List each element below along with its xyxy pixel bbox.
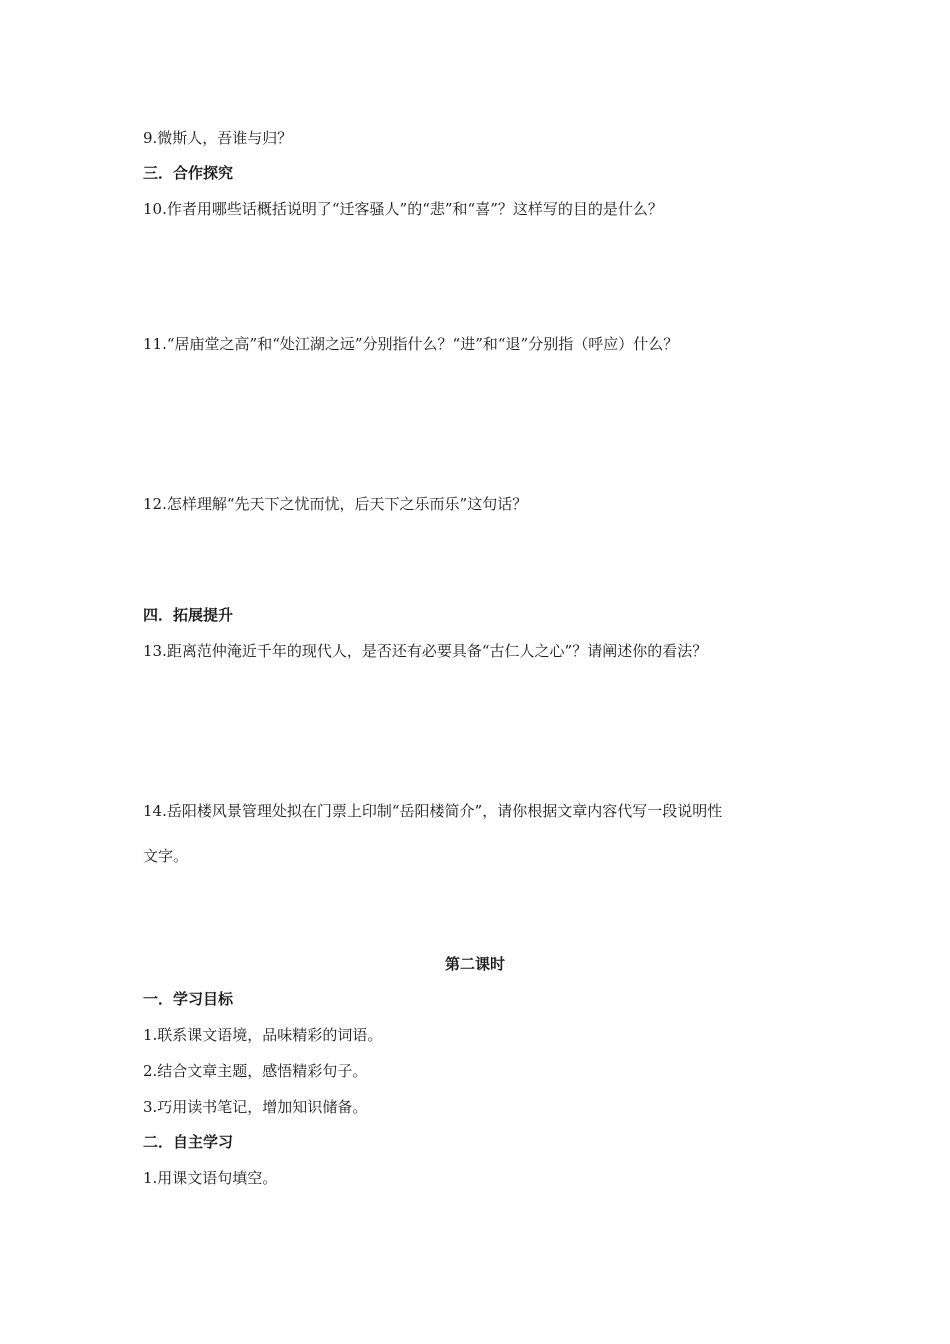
question-13: 13.距离范仲淹近千年的现代人，是否还有必要具备“古仁人之心”？请阐述你的看法？ — [143, 642, 708, 660]
question-14-line-1: 14.岳阳楼风景管理处拟在门票上印制“岳阳楼简介”，请你根据文章内容代写一段说明性 — [143, 802, 723, 820]
learning-goal-1: 1.联系课文语境，品味精彩的词语。 — [143, 1026, 383, 1044]
learning-goal-2: 2.结合文章主题，感悟精彩句子。 — [143, 1062, 368, 1080]
section-heading-self-study: 二．自主学习 — [143, 1133, 234, 1151]
section-heading-extension: 四．拓展提升 — [143, 606, 234, 624]
question-9: 9.微斯人，吾谁与归？ — [143, 129, 293, 147]
self-study-task-1: 1.用课文语句填空。 — [143, 1169, 278, 1187]
lesson-title: 第二课时 — [444, 955, 505, 973]
learning-goal-3: 3.巧用读书笔记，增加知识储备。 — [143, 1098, 368, 1116]
section-heading-cooperative-inquiry: 三．合作探究 — [143, 164, 234, 182]
question-14-line-2: 文字。 — [143, 847, 189, 865]
question-10: 10.作者用哪些话概括说明了“迁客骚人”的“悲”和“喜”？这样写的目的是什么？ — [143, 200, 663, 218]
question-12: 12.怎样理解“先天下之忧而忧，后天下之乐而乐”这句话？ — [143, 495, 528, 513]
question-11: 11.“居庙堂之高”和“处江湖之远”分别指什么？“进”和“退”分别指（呼应）什么？ — [143, 335, 679, 353]
section-heading-learning-goals: 一．学习目标 — [143, 990, 234, 1008]
